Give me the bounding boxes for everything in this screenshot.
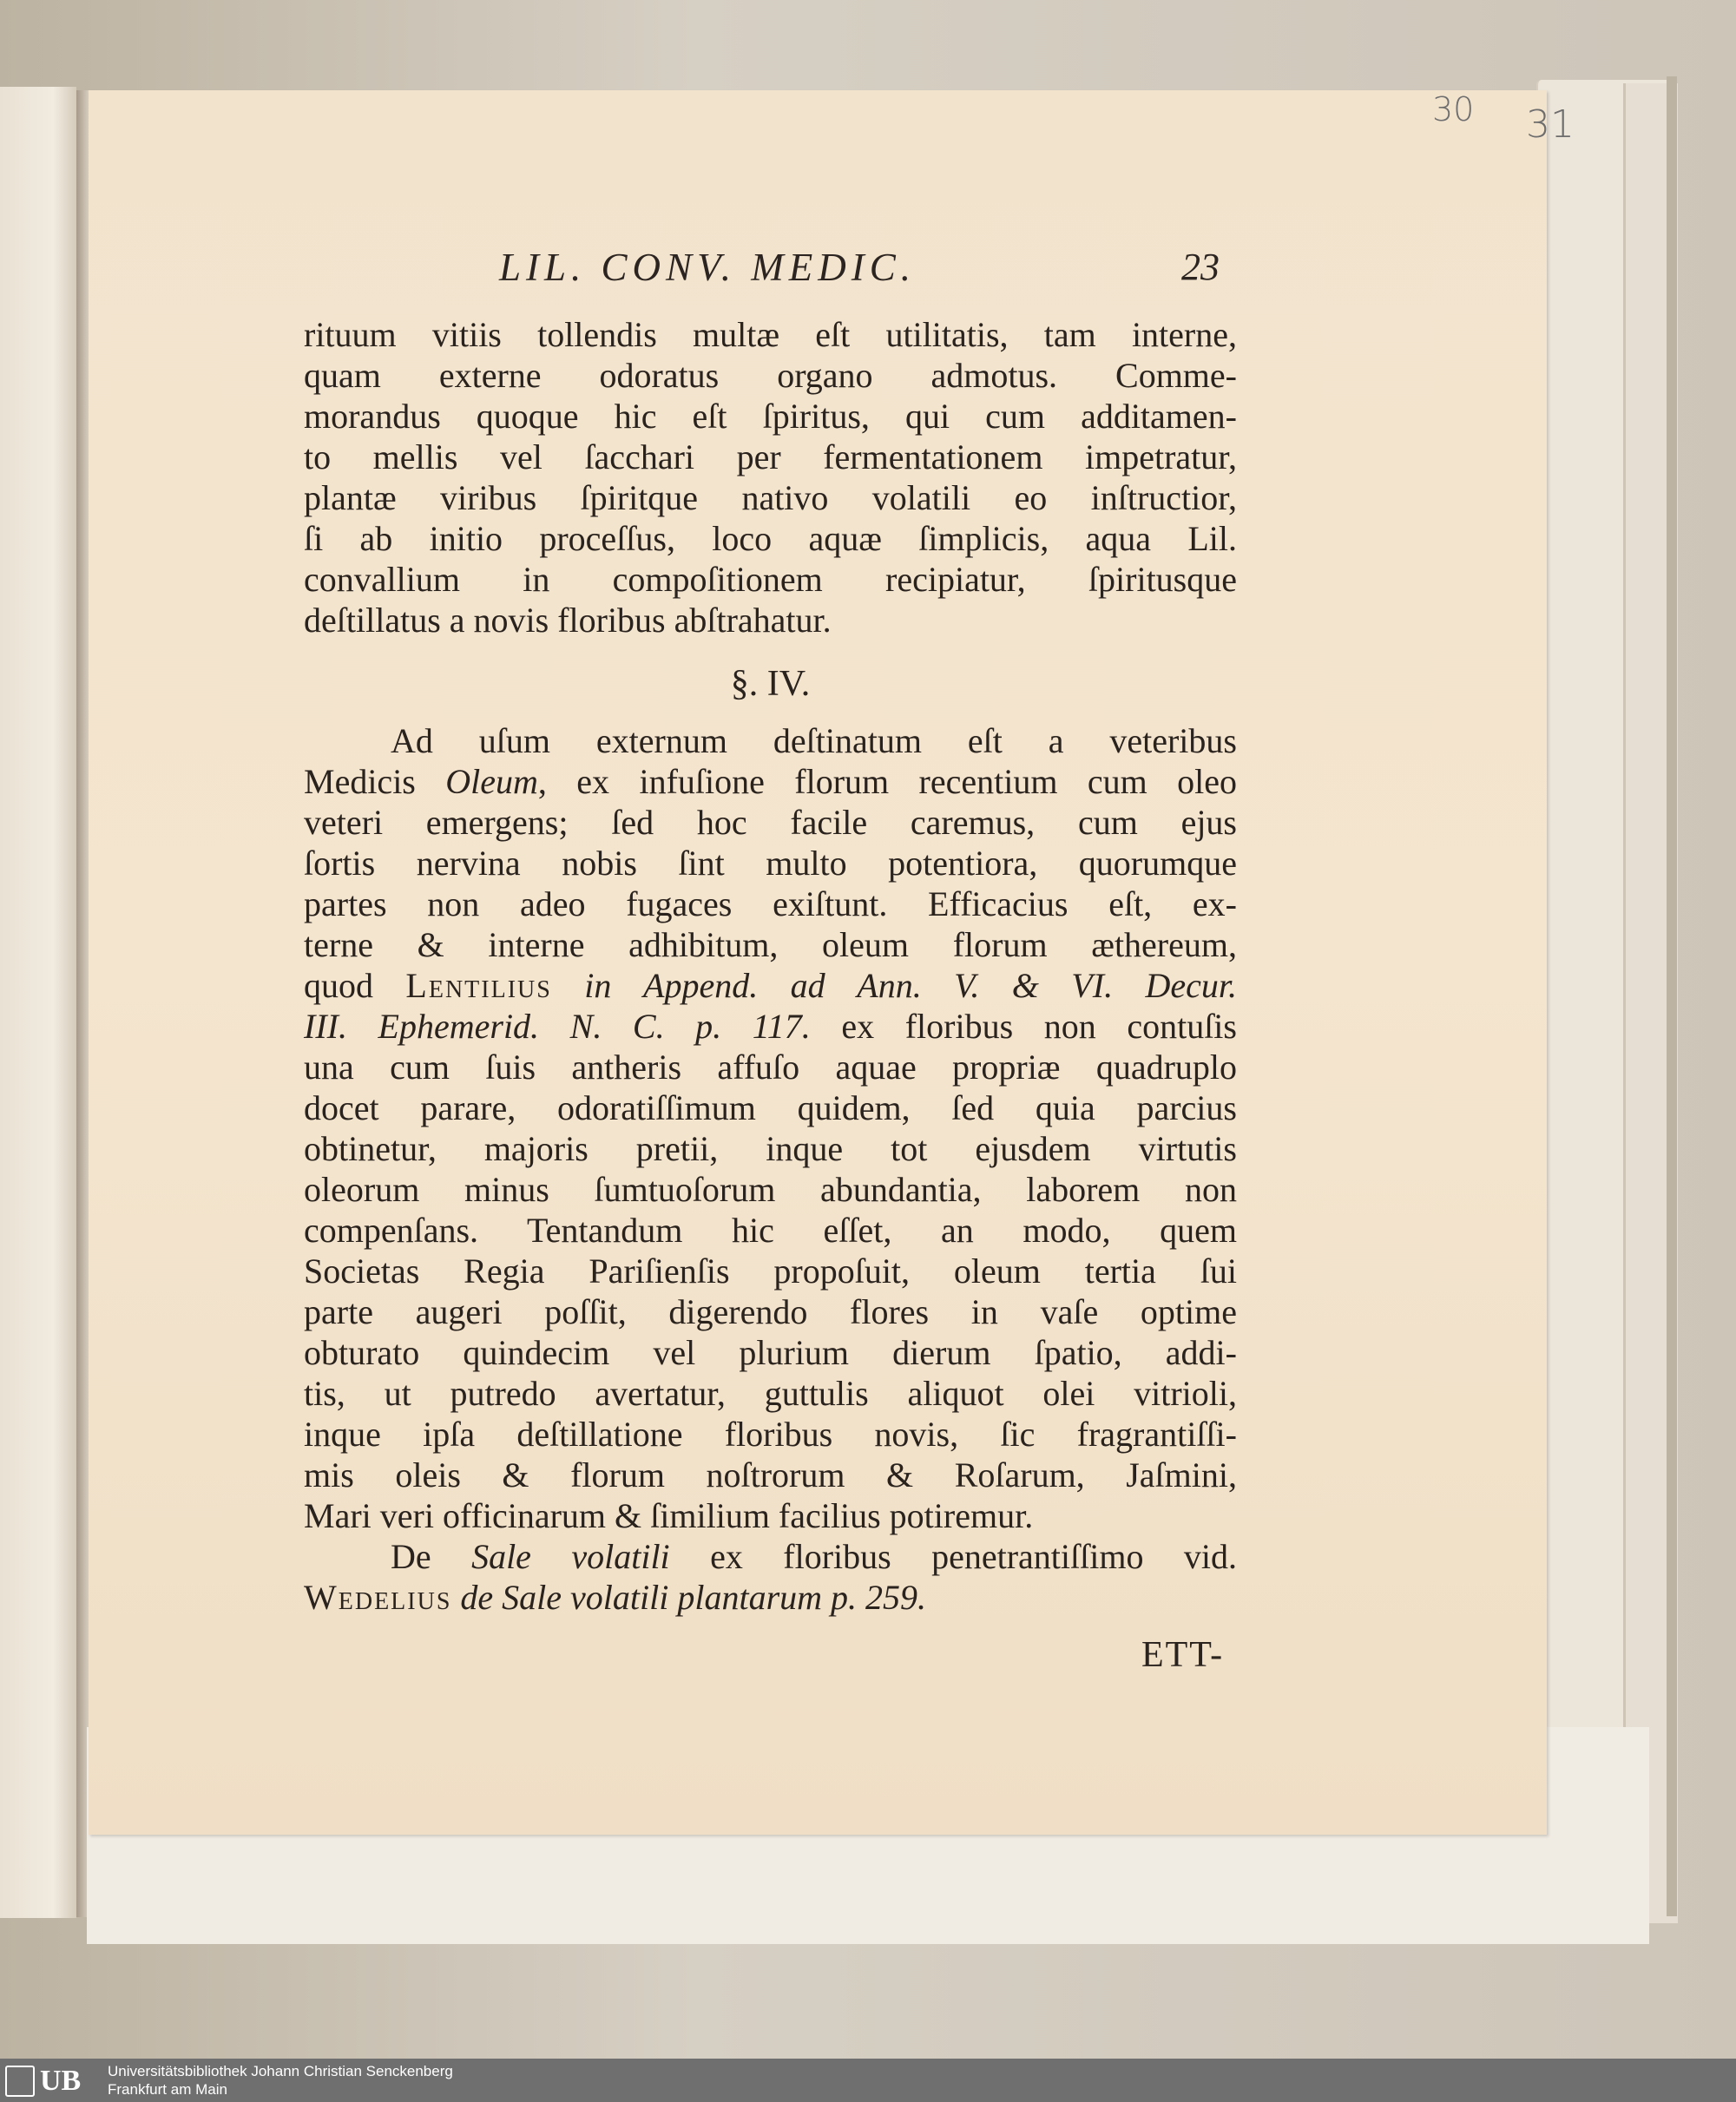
logo-text: UB bbox=[40, 2065, 82, 2097]
text-line: plantæ viribus ſpiritque nativo volatili eo inſtructior, bbox=[304, 478, 1237, 517]
text-line: compenſans. Tentandum hic eſſet, an modo, quem bbox=[304, 1211, 1237, 1250]
running-title: LIL. CONV. MEDIC. bbox=[499, 246, 916, 289]
left-page-edge bbox=[0, 87, 76, 1918]
text-line: morandus quoque hic eſt ſpiritus, qui cum additamen- bbox=[304, 397, 1237, 436]
text-line: oleorum minus ſumtuoſorum abundantia, laborem non bbox=[304, 1170, 1237, 1209]
library-crest-icon bbox=[5, 2066, 35, 2097]
text-line: docet parare, odoratiſſimum quidem, ſed quia parcius bbox=[304, 1088, 1237, 1127]
library-logo bbox=[5, 2064, 101, 2099]
paragraph-2 bbox=[304, 720, 1237, 1536]
book-spine bbox=[76, 90, 89, 1917]
pencil-folio-31: 31 bbox=[1526, 102, 1575, 147]
text-line: Wedelius de Sale volatili plantarum p. 259. bbox=[304, 1578, 927, 1617]
text-line: deſtillatus a novis floribus abſtrahatur. bbox=[304, 601, 832, 640]
text-line: obtinetur, majoris pretii, inque tot ejusdem virtutis bbox=[304, 1129, 1237, 1168]
paragraph-3 bbox=[304, 1536, 1237, 1618]
text-line: Medicis Oleum, ex infuſione florum recentium cum oleo bbox=[304, 762, 1237, 801]
text-line: to mellis vel ſacchari per fermentationem impetratur, bbox=[304, 437, 1237, 476]
text-line: Societas Regia Pariſienſis propoſuit, oleum tertia ſui bbox=[304, 1251, 1237, 1291]
footer-credit bbox=[108, 2062, 453, 2099]
text-line: Ad uſum externum deſtinatum eſt a veteribus bbox=[391, 721, 1237, 760]
text-line: parte augeri poſſit, digerendo flores in vaſe optime bbox=[304, 1292, 1237, 1331]
author-name: Lentilius bbox=[405, 966, 552, 1005]
text-block bbox=[304, 314, 1237, 1618]
text-line: convallium in compoſitionem recipiatur, ſpiritusque bbox=[304, 560, 1237, 599]
text-line: obturato quindecim vel plurium dierum ſpatio, addi- bbox=[304, 1333, 1237, 1372]
running-head bbox=[499, 245, 1220, 293]
text-line: quam externe odoratus organo admotus. Comme- bbox=[304, 356, 1237, 395]
text-line: quod Lentilius in Append. ad Ann. V. & VI. Decur. bbox=[304, 966, 1237, 1005]
author-name: Wedelius bbox=[304, 1578, 452, 1617]
text-line: III. Ephemerid. N. C. p. 117. ex floribus non contuſis bbox=[304, 1007, 1237, 1046]
paragraph-1 bbox=[304, 314, 1237, 640]
pencil-folio-30: 30 bbox=[1432, 90, 1475, 128]
text-line: una cum ſuis antheris affuſo aquae propriæ quadruplo bbox=[304, 1048, 1237, 1087]
text-line: terne & interne adhibitum, oleum florum æthereum, bbox=[304, 925, 1237, 964]
section-heading: §. IV. bbox=[730, 664, 811, 704]
footer-line-2: Frankfurt am Main bbox=[108, 2081, 227, 2098]
text-line: mis oleis & florum noſtrorum & Roſarum, Jaſmini, bbox=[304, 1455, 1237, 1494]
text-line: De Sale volatili ex floribus penetrantiſſimo vid. bbox=[391, 1537, 1238, 1576]
text-line: ſortis nervina nobis ſint multo potentiora, quorumque bbox=[304, 844, 1237, 883]
text-line: veteri emergens; ſed hoc facile caremus, cum ejus bbox=[304, 803, 1237, 842]
text-line: ſi ab initio proceſſus, loco aquæ ſimplicis, aqua Lil. bbox=[304, 519, 1237, 558]
page-number: 23 bbox=[1181, 246, 1220, 288]
footer-line-1: Universitätsbibliothek Johann Christian Senckenberg bbox=[108, 2063, 453, 2079]
catchword: ETT- bbox=[1141, 1635, 1225, 1675]
text-line: partes non adeo fugaces exiſtunt. Efficacius eſt, ex- bbox=[304, 884, 1237, 923]
text-line: tis, ut putredo avertatur, guttulis aliquot olei vitrioli, bbox=[304, 1374, 1237, 1413]
text-line: rituum vitiis tollendis multæ eſt utilitatis, tam interne, bbox=[304, 315, 1237, 354]
page-stack-edge-3 bbox=[1667, 76, 1677, 1916]
text-line: Mari veri officinarum & ſimilium facilius potiremur. bbox=[304, 1496, 1034, 1535]
text-line: inque ipſa deſtillatione floribus novis, ſic fragrantiſſi- bbox=[304, 1415, 1237, 1454]
